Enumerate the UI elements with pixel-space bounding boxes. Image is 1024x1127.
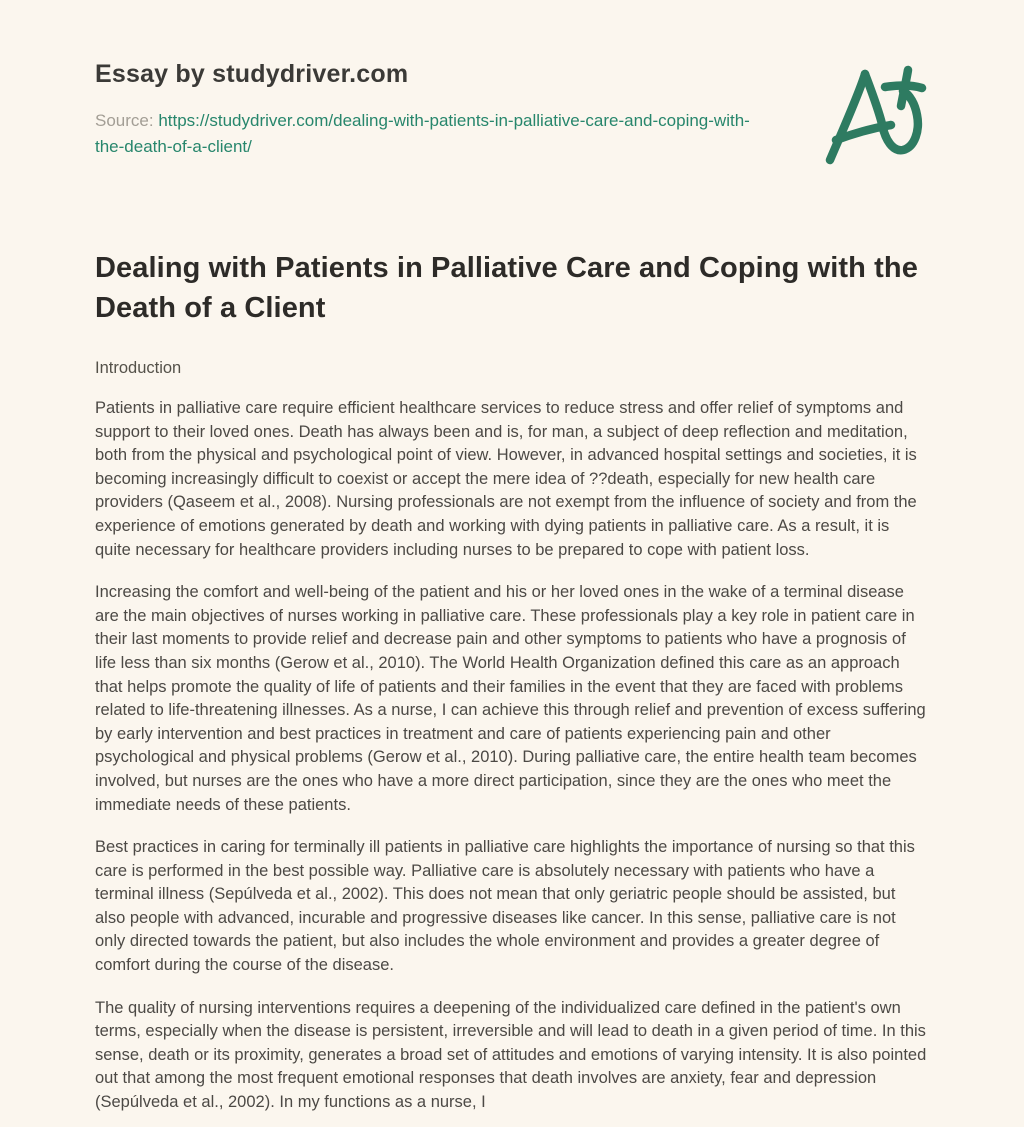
- article-paragraph: The quality of nursing interventions requires a deepening of the individualized care defined in the patient's own terms, especially when the disease is persistent, irreversible and will lead to death in a given period of time. In this sense, death or its proximity, generates a broad set of attitudes and emotions of varying intensity. It is also pointed out that among the most frequent emotional responses that death involves are anxiety, fear and depression (Sepúlveda et al., 2002). In my functions as a nurse, I: [95, 998, 927, 1112]
- article-paragraph: Best practices in caring for terminally ill patients in palliative care highlights the importance of nursing so that this care is performed in the best possible way. Palliative care is absolutely necessary with patients who have a terminal illness (Sepúlveda et al., 2002). This does not mean that only geriatric people should be assisted, but also people with advanced, incurable and progressive diseases like cancer. In this sense, palliative care is not only directed towards the patient, but also includes the whole environment and provides a greater degree of comfort during the course of the disease.: [95, 838, 915, 975]
- source-label: Source:: [95, 111, 154, 130]
- studydriver-logo: [823, 62, 927, 166]
- article-paragraph: Increasing the comfort and well-being of the patient and his or her loved ones in the wake of a terminal disease are the main objectives of nurses working in palliative care. These professionals play a key role in patient care in their last moments to provide relief and decrease pain and other symptoms to patients who have a prognosis of life less than six months (Gerow et al., 2010). The World Health Organization defined this care as an approach that helps promote the quality of life of patients and their families in the event that they are faced with problems related to life-threatening illnesses. As a nurse, I can achieve this through relief and prevention of excess suffering by early intervention and best practices in treatment and care of patients experiencing pain and other psychological and physical problems (Gerow et al., 2010). During palliative care, the entire health team becomes involved, but nurses are the ones who have a more direct participation, since they are the ones who meet the immediate needs of these patients.: [95, 583, 926, 814]
- article-paragraph: Patients in palliative care require efficient healthcare services to reduce stress and offer relief of symptoms and support to their loved ones. Death has always been and is, for man, a subject of deep reflection and meditation, both from the physical and psychological point of view. However, in advanced hospital settings and societies, it is becoming increasingly difficult to coexist or accept the mere idea of ??death, especially for new health care providers (Qaseem et al., 2008). Nursing professionals are not exempt from the influence of society and from the experience of emotions generated by death and working with dying patients in palliative care. As a result, it is quite necessary for healthcare providers including nurses to be prepared to cope with patient loss.: [95, 399, 917, 559]
- article-title: Dealing with Patients in Palliative Care and Coping with the Death of a Client: [95, 252, 918, 324]
- source-url-link[interactable]: https://studydriver.com/dealing-with-patients-in-palliative-care-and-coping-with-the-death-of-a-client/: [95, 111, 750, 156]
- section-heading-introduction: Introduction: [95, 359, 182, 377]
- source-line: [95, 108, 750, 160]
- page-title: Essay by studydriver.com: [95, 60, 409, 88]
- a-plus-logo-icon: [823, 62, 927, 166]
